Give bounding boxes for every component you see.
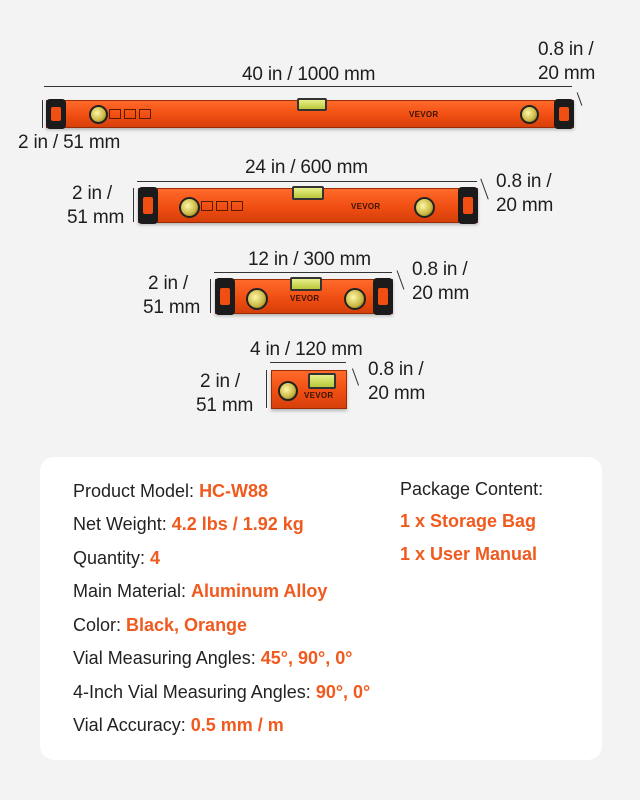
- spec-quantity: [73, 546, 160, 570]
- level-24-height-label-1: 2 in /: [72, 183, 112, 204]
- vial-round-icon: [89, 105, 108, 124]
- vial-round-icon: [344, 288, 366, 310]
- vial-top-icon: [292, 186, 324, 200]
- spec-label: Main Material:: [73, 581, 192, 601]
- level-4-depth-label-2: 20 mm: [368, 383, 426, 404]
- level-4-height-label-1: 2 in /: [200, 371, 240, 392]
- endcap-icon: [458, 187, 478, 224]
- endcap-icon: [215, 278, 235, 315]
- level-24-depth-label-2: 20 mm: [496, 195, 554, 216]
- package-item: 1 x Storage Bag: [400, 511, 537, 531]
- level-24-height-line: [133, 188, 134, 222]
- specs-card: [40, 457, 602, 760]
- spec-label: Product Model:: [73, 481, 200, 501]
- level-24-depth-line: [480, 178, 488, 199]
- spec-value: 4.2 lbs / 1.92 kg: [171, 514, 304, 534]
- level-40-body: [46, 100, 574, 128]
- level-24-body: [138, 188, 478, 223]
- level-40-height-label: 2 in / 51 mm: [18, 132, 121, 153]
- level-40-height-line: [42, 100, 43, 128]
- spec-product-model: [73, 479, 268, 503]
- vial-round-icon: [278, 381, 298, 401]
- spec-label: Color:: [73, 615, 127, 635]
- level-12-depth-label-2: 20 mm: [412, 283, 470, 304]
- brand-label: VEVOR: [290, 294, 320, 303]
- level-4-length-label: 4 in / 120 mm: [250, 339, 363, 360]
- level-40-depth-label-2: 20 mm: [538, 63, 596, 84]
- level-4-depth-line: [352, 368, 359, 385]
- package-heading: Package Content:: [400, 479, 544, 499]
- level-4-length-line: [270, 362, 346, 363]
- level-12-length-line: [214, 272, 392, 273]
- level-12-length-label: 12 in / 300 mm: [248, 249, 371, 270]
- spec-value: 90°, 0°: [315, 682, 371, 702]
- vial-top-icon: [308, 373, 336, 389]
- spec-vial-angles: [73, 646, 352, 670]
- level-40-length-label: 40 in / 1000 mm: [242, 64, 376, 85]
- level-24-depth-label-1: 0.8 in /: [496, 171, 552, 192]
- spec-value: 0.5 mm / m: [190, 715, 284, 735]
- vial-round-icon: [414, 197, 435, 218]
- level-40-depth-line: [577, 92, 583, 105]
- package-item: 1 x User Manual: [400, 544, 538, 564]
- spec-value: 4: [150, 548, 161, 568]
- level-24-length-label: 24 in / 600 mm: [245, 157, 368, 178]
- level-40-length-line: [44, 86, 572, 87]
- level-12-depth-label-1: 0.8 in /: [412, 259, 468, 280]
- spec-label: Vial Measuring Angles:: [73, 648, 261, 668]
- spec-label: Vial Accuracy:: [73, 715, 191, 735]
- spec-4in-vial-angles: [73, 680, 370, 704]
- vial-round-icon: [179, 197, 200, 218]
- spec-value: Aluminum Alloy: [191, 581, 328, 601]
- level-4-height-line: [266, 370, 267, 408]
- spec-value: Black, Orange: [126, 615, 248, 635]
- spec-label: 4-Inch Vial Measuring Angles:: [73, 682, 316, 702]
- endcap-icon: [554, 99, 574, 129]
- level-12-height-line: [210, 279, 211, 313]
- endcap-icon: [138, 187, 158, 224]
- level-40-depth-label-1: 0.8 in /: [538, 39, 594, 60]
- level-12-height-label-2: 51 mm: [143, 297, 201, 318]
- level-12-height-label-1: 2 in /: [148, 273, 188, 294]
- level-24-height-label-2: 51 mm: [67, 207, 125, 228]
- spec-net-weight: [73, 512, 304, 536]
- level-24-length-line: [137, 181, 477, 182]
- vial-top-icon: [297, 98, 327, 111]
- marks-icon: [109, 109, 151, 119]
- brand-label: VEVOR: [304, 391, 334, 400]
- brand-label: VEVOR: [409, 110, 439, 119]
- level-12-depth-line: [397, 270, 405, 289]
- spec-value: 45°, 90°, 0°: [260, 648, 353, 668]
- spec-color: [73, 613, 247, 637]
- spec-main-material: [73, 579, 327, 603]
- endcap-icon: [373, 278, 393, 315]
- vial-round-icon: [520, 105, 539, 124]
- level-4-body: [271, 370, 347, 409]
- spec-vial-accuracy: [73, 713, 284, 737]
- marks-icon: [201, 201, 243, 211]
- endcap-icon: [46, 99, 66, 129]
- spec-value: HC-W88: [199, 481, 269, 501]
- spec-label: Quantity:: [73, 548, 151, 568]
- level-4-depth-label-1: 0.8 in /: [368, 359, 424, 380]
- level-4-height-label-2: 51 mm: [196, 395, 254, 416]
- vial-round-icon: [246, 288, 268, 310]
- spec-label: Net Weight:: [73, 514, 172, 534]
- vial-top-icon: [290, 277, 322, 291]
- level-12-body: [215, 279, 393, 314]
- brand-label: VEVOR: [351, 202, 381, 211]
